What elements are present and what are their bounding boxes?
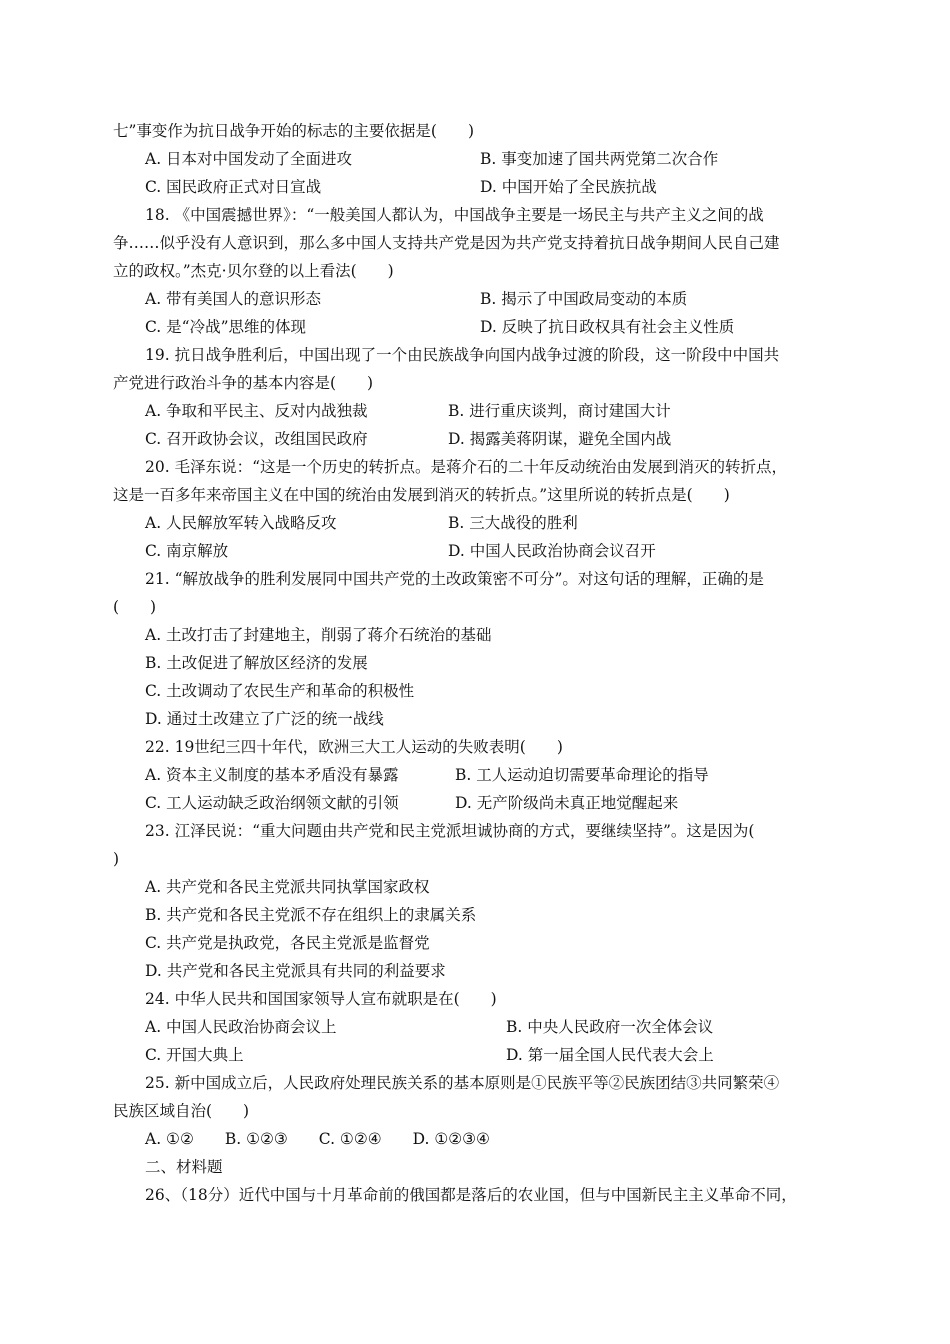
q17-option-c: C. 国民政府正式对日宣战 (145, 178, 322, 196)
q17-stem-tail: 七”事变作为抗日战争开始的标志的主要依据是( ) (113, 122, 475, 140)
q24-option-c: C. 开国大典上 (145, 1046, 244, 1064)
q21-stem-line1: 21. “解放战争的胜利发展同中国共产党的土改政策密不可分”。对这句话的理解，正确的是 (145, 570, 764, 588)
q19-stem-line2: 产党进行政治斗争的基本内容是( ) (113, 374, 374, 392)
q24-option-b: B. 中央人民政府一次全体会议 (506, 1018, 714, 1036)
q26-stem-line1: 26、（18分）近代中国与十月革命前的俄国都是落后的农业国，但与中国新民主主义革命不同， (145, 1186, 797, 1204)
q20-option-d: D. 中国人民政治协商会议召开 (448, 542, 656, 560)
q21-option-a: A. 土改打击了封建地主，削弱了蒋介石统治的基础 (145, 626, 492, 644)
q20-option-b: B. 三大战役的胜利 (448, 514, 578, 532)
q17-option-b: B. 事变加速了国共两党第二次合作 (480, 150, 719, 168)
q18-option-a: A. 带有美国人的意识形态 (145, 290, 322, 308)
q23-option-c: C. 共产党是执政党，各民主党派是监督党 (145, 934, 430, 952)
q24-option-a: A. 中国人民政治协商会议上 (145, 1018, 337, 1036)
q25-stem-line2: 民族区域自治( ) (113, 1102, 250, 1120)
q23-option-a: A. 共产党和各民主党派共同执掌国家政权 (145, 878, 430, 896)
q17-option-a: A. 日本对中国发动了全面进攻 (145, 150, 353, 168)
q20-option-a: A. 人民解放军转入战略反攻 (145, 514, 337, 532)
q17-option-d: D. 中国开始了全民族抗战 (480, 178, 657, 196)
q20-stem-line2: 这是一百多年来帝国主义在中国的统治由发展到消灭的转折点。”这里所说的转折点是( ) (113, 486, 730, 504)
q23-stem-line1: 23. 江泽民说：“重大问题由共产党和民主党派坦诚协商的方式，要继续坚持”。这是因为( (145, 822, 755, 840)
q25-options: A. ①② B. ①②③ C. ①②④ D. ①②③④ (145, 1130, 490, 1148)
q23-stem-line2: ) (113, 850, 120, 868)
q18-stem-line2: 争……似乎没有人意识到，那么多中国人支持共产党是因为共产党支持着抗日战争期间人民自己建 (113, 234, 780, 252)
q24-stem: 24. 中华人民共和国国家领导人宣布就职是在( ) (145, 990, 497, 1008)
q19-option-b: B. 进行重庆谈判，商讨建国大计 (448, 402, 671, 420)
q18-option-b: B. 揭示了中国政局变动的本质 (480, 290, 688, 308)
q24-option-d: D. 第一届全国人民代表大会上 (506, 1046, 714, 1064)
q21-stem-line2: ( ) (113, 598, 157, 616)
q22-stem: 22. 19世纪三四十年代，欧洲三大工人运动的失败表明( ) (145, 738, 563, 756)
q20-stem-line1: 20. 毛泽东说：“这是一个历史的转折点。是蒋介石的二十年反动统治由发展到消灭的转折点， (145, 458, 788, 476)
section-heading: 二、材料题 (145, 1158, 223, 1176)
q25-stem-line1: 25. 新中国成立后，人民政府处理民族关系的基本原则是①民族平等②民族团结③共同繁荣④ (145, 1074, 780, 1092)
q19-option-a: A. 争取和平民主、反对内战独裁 (145, 402, 368, 420)
q18-stem-line3: 立的政权。”杰克·贝尔登的以上看法( ) (113, 262, 394, 280)
q21-option-c: C. 土改调动了农民生产和革命的积极性 (145, 682, 415, 700)
q18-option-c: C. 是“冷战”思维的体现 (145, 318, 307, 336)
q22-option-a: A. 资本主义制度的基本矛盾没有暴露 (145, 766, 399, 784)
q22-option-c: C. 工人运动缺乏政治纲领文献的引领 (145, 794, 399, 812)
q19-option-d: D. 揭露美蒋阴谋，避免全国内战 (448, 430, 672, 448)
q21-option-b: B. 土改促进了解放区经济的发展 (145, 654, 368, 672)
q19-stem-line1: 19. 抗日战争胜利后，中国出现了一个由民族战争向国内战争过渡的阶段，这一阶段中中国共 (145, 346, 780, 364)
q18-option-d: D. 反映了抗日政权具有社会主义性质 (480, 318, 735, 336)
q22-option-b: B. 工人运动迫切需要革命理论的指导 (455, 766, 709, 784)
q20-option-c: C. 南京解放 (145, 542, 229, 560)
q22-option-d: D. 无产阶级尚未真正地觉醒起来 (455, 794, 679, 812)
q23-option-b: B. 共产党和各民主党派不存在组织上的隶属关系 (145, 906, 477, 924)
q19-option-c: C. 召开政协会议，改组国民政府 (145, 430, 368, 448)
q18-stem-line1: 18. 《中国震撼世界》：“一般美国人都认为，中国战争主要是一场民主与共产主义之间的战 (145, 206, 764, 224)
q23-option-d: D. 共产党和各民主党派具有共同的利益要求 (145, 962, 446, 980)
q21-option-d: D. 通过土改建立了广泛的统一战线 (145, 710, 384, 728)
